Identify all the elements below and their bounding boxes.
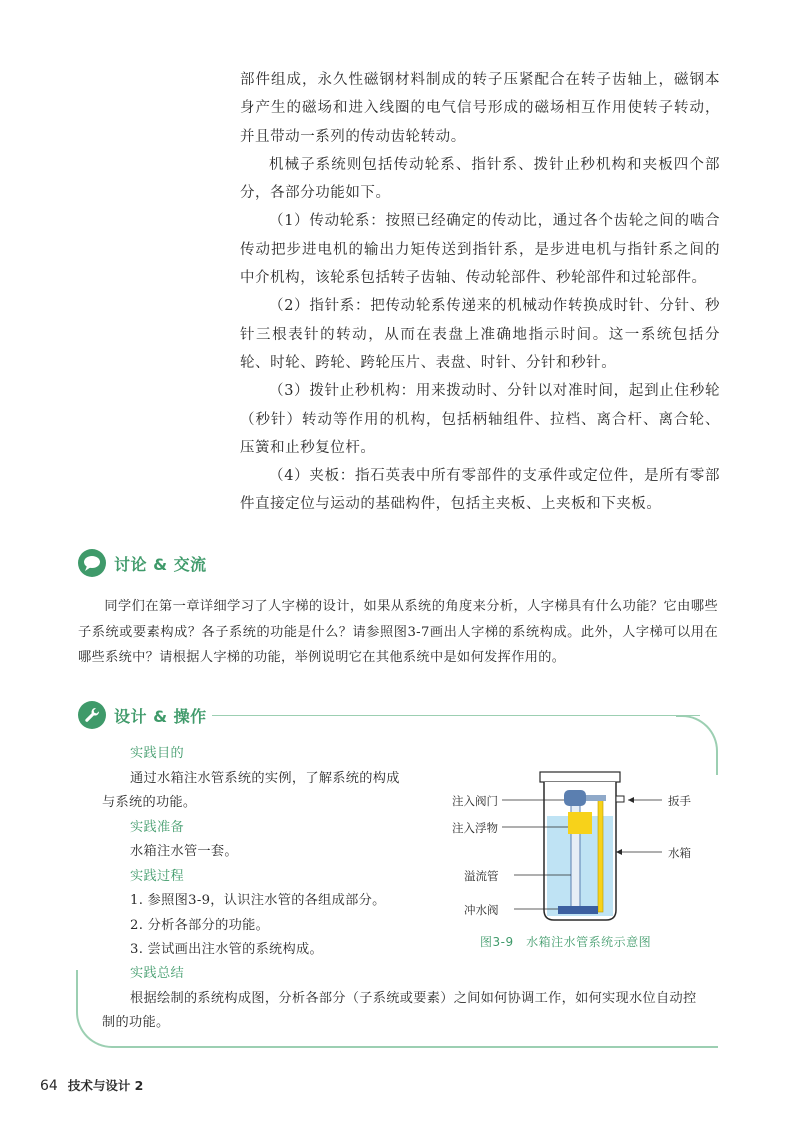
summary-label: 实践总结 <box>130 966 184 981</box>
prep-text: 水箱注水管一套。 <box>130 844 238 859</box>
prep-label: 实践准备 <box>130 819 184 835</box>
label-flush-valve: 冲水阀 <box>464 903 499 917</box>
paragraph-plate: （4）夹板：指石英表中所有零部件的支承件或定位件，是所有零部件直接定位与运动的基础构件，包括主夹板、上夹板和下夹板。 <box>240 468 720 513</box>
process-label: 实践过程 <box>130 868 184 884</box>
process-step-2: 2. 分析各部分的功能。 <box>130 917 270 933</box>
paragraph-setting-mechanism: （3）拨针止秒机构：用来拨动时、分针以对准时间，起到止住秒轮（秒针）转动等作用的机构，包括柄轴组件、拉档、离合杆、离合轮、压簧和止秒复位杆。 <box>240 383 720 456</box>
summary-text: 根据绘制的系统构成图，分析各部分（子系统或要素）之间如何协调工作，如何实现水位自动控制的功能。 <box>102 990 697 1030</box>
discussion-text: 同学们在第一章详细学习了人字梯的设计，如果从系统的角度来分析，人字梯具有什么功能？它由哪些子系统或要素构成？各子系统的功能是什么？请参照图3-7画出人字梯的系统构成。此外，人字梯可以用在哪些系统中？请根据人字梯的功能，举例说明它在其他系统中是如何发挥作用的。 <box>78 599 718 665</box>
paragraph-continuation: 部件组成，永久性磁钢材料制成的转子压紧配合在转子齿轴上，磁钢本身产生的磁场和进入线圈的电气信号形成的磁场相互作用使转子转动，并且带动一系列的传动齿轮转动。 <box>240 72 720 145</box>
book-title: 技术与设计 2 <box>67 1078 144 1093</box>
paragraph-transmission-train: （1）传动轮系：按照已经确定的传动比，通过各个齿轮之间的啮合传动把步进电机的输出力矩传送到指针系，是步进电机与指针系之间的中介机构，该轮系包括转子齿轴、传动轮部件、秒轮部件和过轮部件。 <box>240 213 720 287</box>
panel-top-rule <box>212 715 700 716</box>
purpose-text-1: 通过水箱注水管系统的实例，了解系统的构成 <box>130 770 400 786</box>
label-tank: 水箱 <box>668 846 691 860</box>
purpose-text-2: 与系统的功能。 <box>102 795 197 810</box>
summary-section <box>102 962 702 1036</box>
design-header <box>78 701 207 729</box>
handle <box>616 796 624 802</box>
discussion-title: 讨论 & 交流 <box>114 554 207 574</box>
page-footer <box>40 1076 143 1094</box>
wrench-icon <box>78 701 106 729</box>
figure-tank-diagram <box>440 760 710 960</box>
label-overflow: 溢流管 <box>464 869 499 883</box>
purpose-label: 实践目的 <box>130 746 184 761</box>
tank-lid <box>540 772 620 782</box>
speech-bubble-icon <box>78 549 106 577</box>
process-step-1: 1. 参照图3-9，认识注水管的各组成部分。 <box>130 893 386 908</box>
main-body-text <box>240 66 720 519</box>
figure-caption: 图3-9 水箱注水管系统示意图 <box>480 935 652 949</box>
label-float: 注入浮物 <box>452 821 498 835</box>
discussion-header <box>78 549 207 577</box>
float-block <box>568 812 592 834</box>
process-step-3: 3. 尝试画出注水管的系统构成。 <box>130 942 324 957</box>
design-title: 设计 & 操作 <box>114 706 207 726</box>
paragraph-mechanical-subsystem: 机械子系统则包括传动轮系、指针系、拨针止秒机构和夹板四个部分，各部分功能如下。 <box>240 156 720 202</box>
overflow-tube <box>598 800 603 912</box>
valve-arm <box>586 795 606 801</box>
paragraph-hand-system: （2）指针系：把传动轮系传递来的机械动作转换成时针、分针、秒针三根表针的转动，从而在表盘上准确地指示时间。这一系统包括分轮、时轮、跨轮、跨轮压片、表盘、时针、分针和秒针。 <box>240 298 720 371</box>
practice-section <box>102 742 452 963</box>
label-handle: 扳手 <box>668 794 691 808</box>
valve-head <box>564 790 586 806</box>
page-number: 64 <box>40 1078 58 1094</box>
label-inlet-valve: 注入阀门 <box>452 794 498 808</box>
flush-valve-base <box>558 906 598 914</box>
